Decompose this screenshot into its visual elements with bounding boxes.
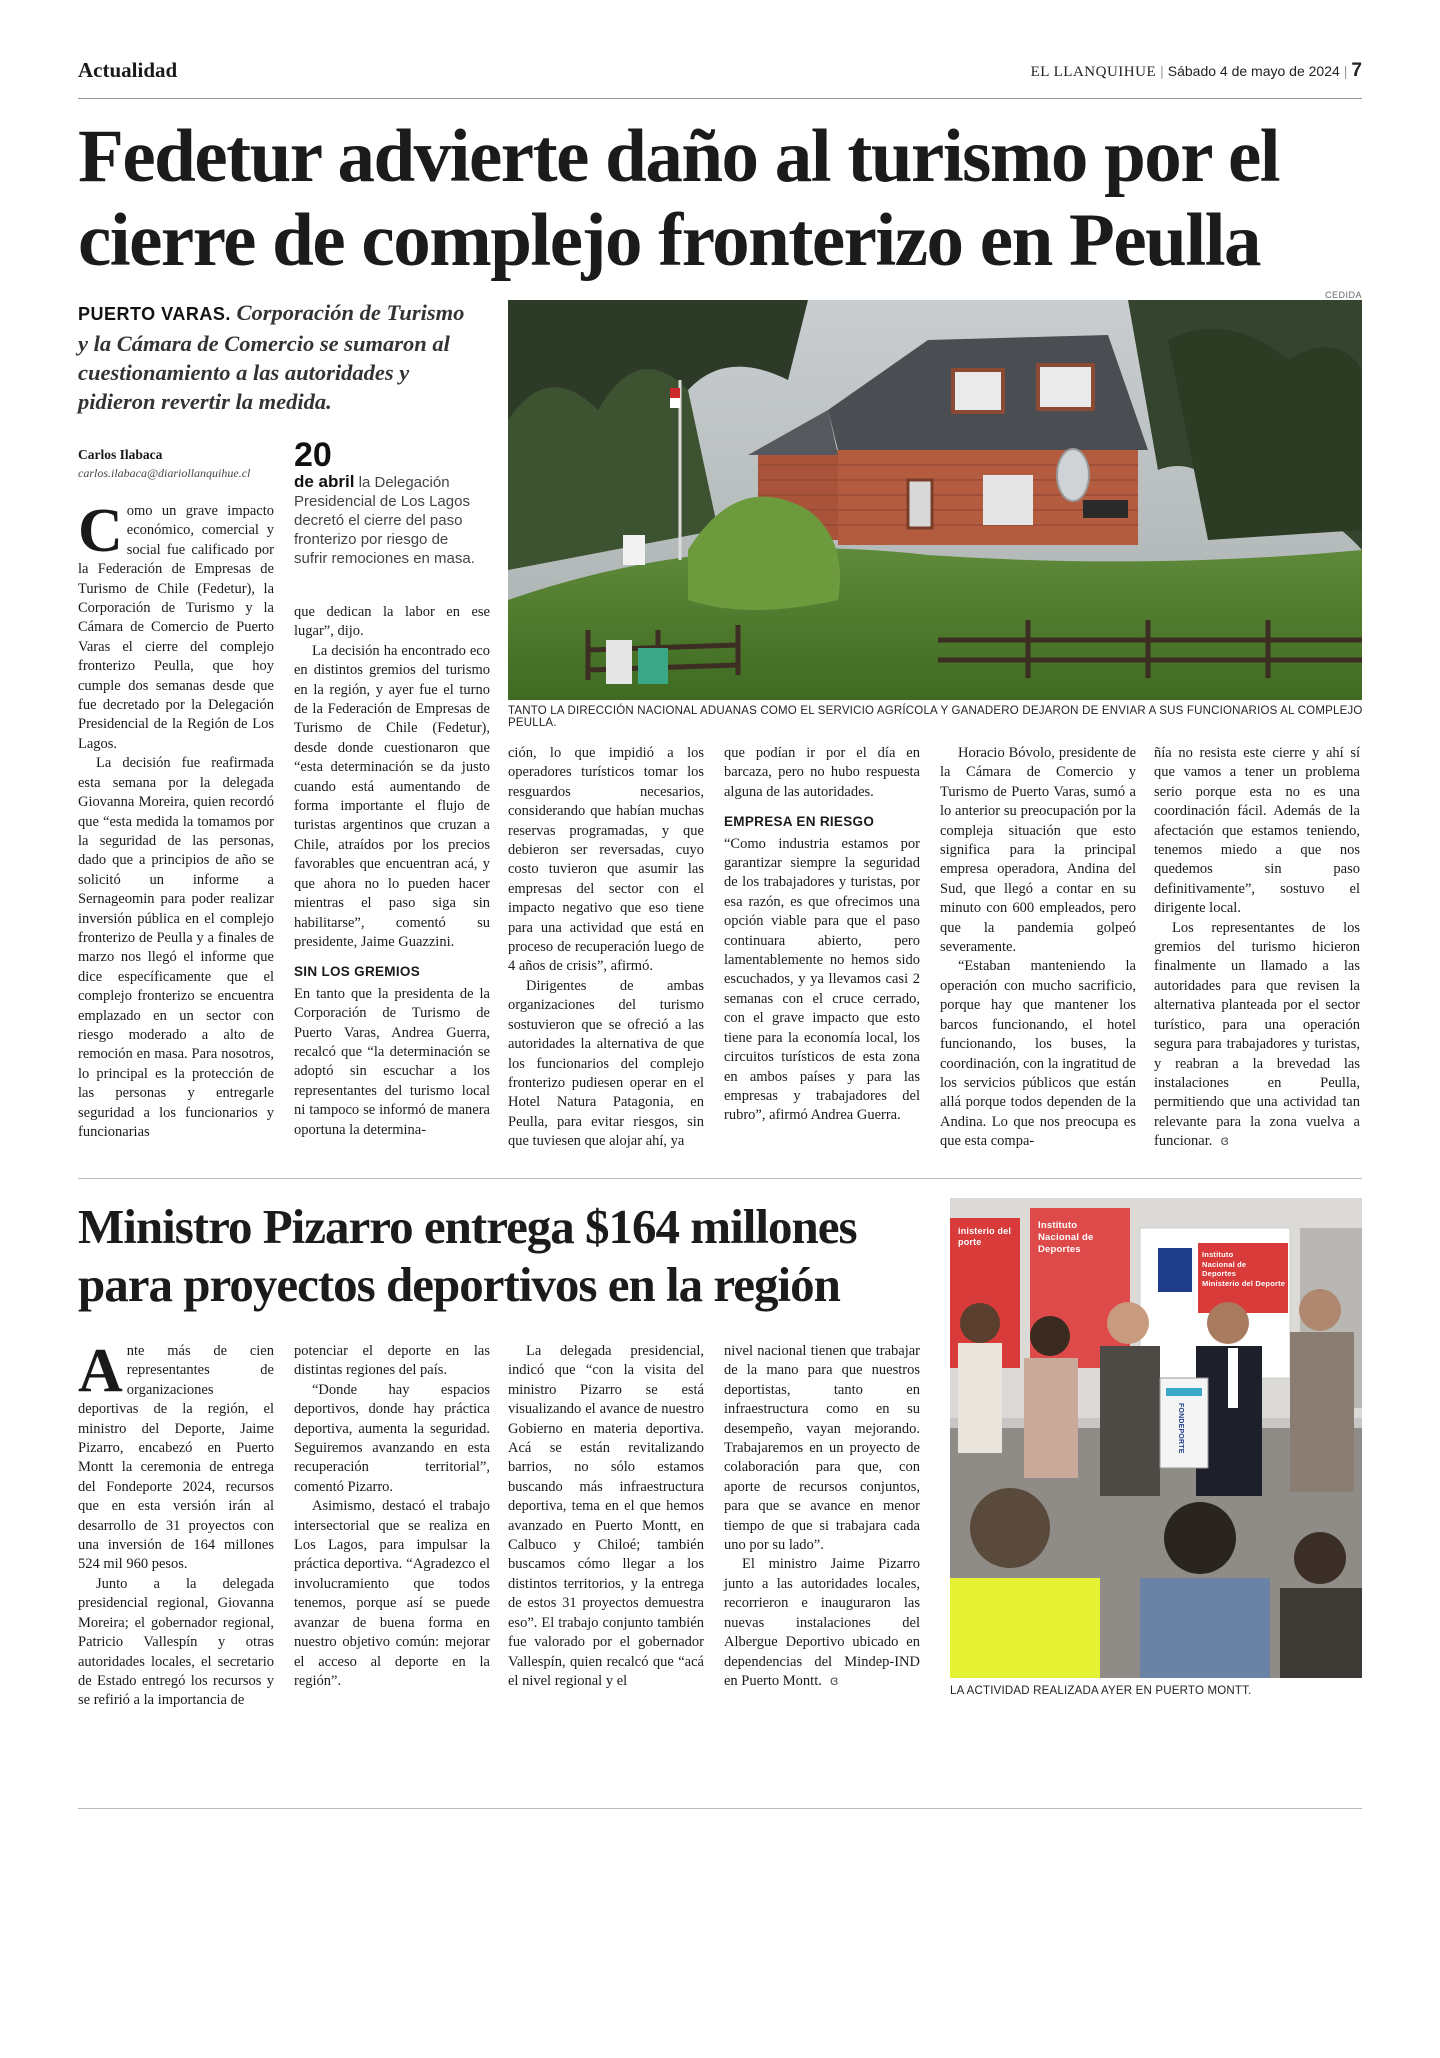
article1-column-3 xyxy=(508,744,704,1152)
paragraph: “Como industria estamos por garantizar siempre la seguridad de los trabajadores y turistas, por esa razón, es que ofrecimos una opción viable para que el paso continuara abierto, pero lamentablemente no hemos sido escuchados, y ya llevamos casi 2 semanas con el cruce cerrado, con el grave impacto que esto tiene para la economía local, los circuitos turísticos de esta zona en ambos países y para las empresas y trabajadores del rubro”, afirmó Andrea Guerra. xyxy=(724,835,920,1124)
paragraph: “Estaban manteniendo la operación con mucho sacrificio, porque hay que mantener los barcos funcionando, el hotel funcionando, los buses, la coordinación, con la ingratitud de los servicios públicos que están allá porque todos dependen de la Andina. Lo que nos preocupa es que esta compa- xyxy=(940,958,1136,1150)
paragraph: La delegada presidencial, indicó que “con la visita del ministro Pizarro se está visualizando el avance de nuestro Gobierno en materia deportiva. Acá se están revitalizando barrios, no sólo estamos buscando más infraestructura deportiva, tema en el que hemos avanzado en Puerto Montt, en Calbuco y Chiloé; también buscamos cómo llegar a los distintos territorios, y la entrega de estos 31 proyectos demuestra eso”. El trabajo conjunto también fue valorado por el gobernador Vallespín, quien recalcó que “acá el nivel regional y el xyxy=(508,1343,704,1689)
photo2-caption: LA ACTIVIDAD REALIZADA AYER EN PUERTO MONTT. xyxy=(950,1685,1252,1697)
paragraph: Horacio Bóvolo, presidente de la Cámara de Comercio y Turismo de Puerto Varas, sumó a lo anterior su preocupación por la compleja situación que esto significa para la principal empresa operadora, Andina del Sud, que llegó a contar en su minuto con 600 empleados, pero que la pandemia golpeó severamente. xyxy=(940,745,1136,956)
article1-lead xyxy=(78,298,473,416)
issue-date: Sábado 4 de mayo de 2024 xyxy=(1167,63,1340,79)
article2-headline xyxy=(78,1198,898,1314)
paragraph: Junto a la delegada presidencial regional, Giovanna Moreira; el gobernador regional, Patricio Vallespín y otras autoridades locales, el secretario de Estado entregó los recursos y se refirió a la importancia de xyxy=(78,1575,274,1709)
paragraph: La decisión ha encontrado eco en distintos gremios del turismo en la región, y ayer fue el turno de la Federación de Empresas de Turismo de Chile (Fedetur), desde donde cuestionaron que “esta determinación se da justo cuando está aumentando de forma importante el flujo de turistas argentinos que cruzan a Chile, atraídos por los precios favorables que encuentran acá, y que ahora no lo pueden hacer mientras el paso siga sin habilitarse”, comentó su presidente, Jaime Guazzini. xyxy=(294,642,490,950)
paragraph: omo un grave impacto económico, comercial y social fue calificado por la Federación de Empresas de Turismo de Chile (Fedetur), la Corporación de Turismo y la Cámara de Comercio de Puerto Varas el cierre del complejo fronterizo Peulla, que hoy cumple dos semanas desde que fue decretado por la Delegación Presidencial de la Región de Los Lagos. xyxy=(78,503,274,752)
banner-text-3: Instituto Nacional de Deportes Ministerio del Deporte xyxy=(1202,1250,1286,1288)
factbox xyxy=(294,438,480,568)
article1-headline xyxy=(78,115,1368,283)
page-number: 7 xyxy=(1351,60,1362,81)
section-label: Actualidad xyxy=(78,58,178,82)
author-email[interactable]: carlos.ilabaca@diariollanquihue.cl xyxy=(78,466,251,480)
paragraph: ñía no resista este cierre y ahí sí que vamos a tener un problema serio porque esta no es una coordinación fácil. Además de la afectación que estamos teniendo, tenemos miedo a que nos quedemos sin paso definitivamente”, sostuvo el dirigente local. xyxy=(1154,745,1360,917)
dropcap: A xyxy=(78,1337,123,1405)
factbox-number: 20 xyxy=(294,436,332,474)
article2-column-1 xyxy=(78,1337,274,1711)
masthead: EL LLANQUIHUE | Sábado 4 de mayo de 2024 | 7 xyxy=(1030,60,1362,81)
article-divider xyxy=(78,1178,1362,1179)
paragraph: La decisión fue reafirmada esta semana por la delegada Giovanna Moreira, quien recordó que “esta medida la tomamos por la seguridad de las personas, dado que a principios de año se solicitó un informe a Sernageomin para poder realizar inversión pública en el complejo fronterizo de Peulla y a finales de marzo nos llegó el informe que dice específicamente que el complejo fronterizo se encuentra emplazado en un sector con riesgo moderado a alto de remoción en masa. Para nosotros, lo principal es la protección de las personas y entregarle seguridad a los funcionarios y funcionarias xyxy=(78,755,274,1140)
end-mark-icon: ɞ xyxy=(1220,1134,1230,1150)
factbox-text: la Delegación Presidencial de Los Lagos decretó el cierre del paso fronterizo por riesgo de sufrir remociones en masa. xyxy=(294,474,475,567)
paragraph: que podían ir por el día en barcaza, pero no hubo respuesta alguna de las autoridades. xyxy=(724,745,920,800)
paragraph: Asimismo, destacó el trabajo intersectorial que se realiza en Los Lagos, para impulsar la práctica deportiva. “Agradezco el involucramiento que todos tenemos, porque así se puede avanzar de buena forma en nuestro objetivo común: mejorar el acceso al deporte en la región”. xyxy=(294,1498,490,1689)
paper-name: EL LLANQUIHUE xyxy=(1030,64,1157,80)
paragraph: “Donde hay espacios deportivos, donde hay práctica deportiva, aumenta la seguridad. Seguiremos avanzando en esta recuperación territorial”, comentó Pizarro. xyxy=(294,1381,490,1495)
dropcap: C xyxy=(78,497,123,565)
paragraph: Los representantes de los gremios del turismo hicieron finalmente un llamado a las autoridades para que revisen la alternativa planteada por el sector turístico, para una operación segura para trabajadores y turistas, y reabran a la brevedad las instalaciones en Peulla, permitiendo que una actividad tan relevante para la zona vuelva a funcionar. xyxy=(1154,919,1360,1150)
byline xyxy=(78,446,288,482)
article1-column-4 xyxy=(724,744,920,1126)
lead-text: Corporación de Turismo y la Cámara de Comercio se sumaron al cuestionamiento a las autoridades y pidieron revertir la medida. xyxy=(78,300,465,414)
article1-column-2 xyxy=(294,603,490,1140)
end-mark-icon: ɞ xyxy=(829,1673,839,1689)
article2-column-4 xyxy=(724,1342,920,1691)
banner-text-2: Instituto Nacional de Deportes xyxy=(1038,1220,1094,1255)
subhead: EMPRESA EN RIESGO xyxy=(724,814,875,830)
paragraph: potenciar el deporte en las distintas regiones del país. xyxy=(294,1343,490,1379)
dateline-place: PUERTO VARAS. xyxy=(78,304,231,324)
ceremony-illustration xyxy=(950,1198,1362,1678)
article2-column-2 xyxy=(294,1342,490,1691)
ceremony-photo xyxy=(950,1198,1362,1678)
article1-column-1 xyxy=(78,497,274,1142)
paragraph: Dirigentes de ambas organizaciones del turismo sostuvieron que se ofreció a las autoridades la alternativa de que los funcionarios del complejo fronterizo pudiesen operar en el Hotel Natura Patagonia, en Peulla, para evitar riesgos, sin que tuviesen que alojar ahí, ya xyxy=(508,977,704,1150)
paragraph: nte más de cien representantes de organizaciones deportivas de la región, el ministro del Deporte, Jaime Pizarro, encabezó en Puerto Montt la ceremonia de entrega del Fondeporte 2024, recursos que en esta versión irán al desarrollo de 31 proyectos con una inversión de 164 millones 524 mil 960 pesos. xyxy=(78,1343,274,1573)
paragraph: que dedican la labor en ese lugar”, dijo. xyxy=(294,604,490,640)
house-illustration xyxy=(508,300,1362,700)
footer-rule xyxy=(78,1808,1362,1809)
headline-line: Fedetur advierte daño al turismo por el xyxy=(78,115,1280,198)
paragraph: El ministro Jaime Pizarro junto a las autoridades locales, recorrieron e inauguraron las nuevas instalaciones del Albergue Deportivo ubicado en dependencias del Mindep-IND en Puerto Montt. xyxy=(724,1556,920,1689)
paragraph: nivel nacional tienen que trabajar de la mano para que nuestros deportistas, tanto en infraestructura como en su desempeño, vayan mejorando. Trabajaremos en un proyecto de colaboración para que, con aporte de recursos conjuntos, para que se avance en menor tiempo de que si trabajara cada uno por su lado”. xyxy=(724,1343,920,1554)
article1-column-5 xyxy=(940,744,1136,1152)
photo1-caption: TANTO LA DIRECCIÓN NACIONAL ADUANAS COMO EL SERVICIO AGRÍCOLA Y GANADERO DEJARON DE ENVIAR A SUS FUNCIONARIOS AL COMPLEJO PEULLA. xyxy=(508,705,1363,729)
factbox-date: de abril xyxy=(294,472,355,491)
headline-line: Ministro Pizarro entrega $164 millones xyxy=(78,1199,857,1254)
fondeporte-sign: FONDEPORTE xyxy=(1177,1403,1184,1454)
banner-text-1: inisterio del porte xyxy=(958,1226,1012,1247)
article1-column-6 xyxy=(1154,744,1360,1152)
headline-line: para proyectos deportivos en la región xyxy=(78,1257,840,1312)
paragraph: ción, lo que impidió a los operadores turísticos tomar los resguardos necesarios, considerando que habían muchas reservas programadas, y que debieron ser reversadas, cuyo costo tuvieron que asumir las empresas del sector con el impacto negativo que eso tiene para una actividad que está en proceso de recuperación luego de 4 años de crisis”, afirmó. xyxy=(508,745,704,975)
paragraph: En tanto que la presidenta de la Corporación de Turismo de Puerto Varas, Andrea Guerra, recalcó que “la determinación se adoptó sin escuchar a los representantes del turismo local ni tampoco se informó de manera oportuna la determina- xyxy=(294,985,490,1138)
house-photo xyxy=(508,300,1362,700)
article2-column-3 xyxy=(508,1342,704,1691)
photo-credit: CEDIDA xyxy=(1324,290,1362,300)
author-name: Carlos Ilabaca xyxy=(78,447,163,462)
subhead: SIN LOS GREMIOS xyxy=(294,964,421,980)
headline-line: cierre de complejo fronterizo en Peulla xyxy=(78,199,1261,282)
header-rule xyxy=(78,98,1362,99)
